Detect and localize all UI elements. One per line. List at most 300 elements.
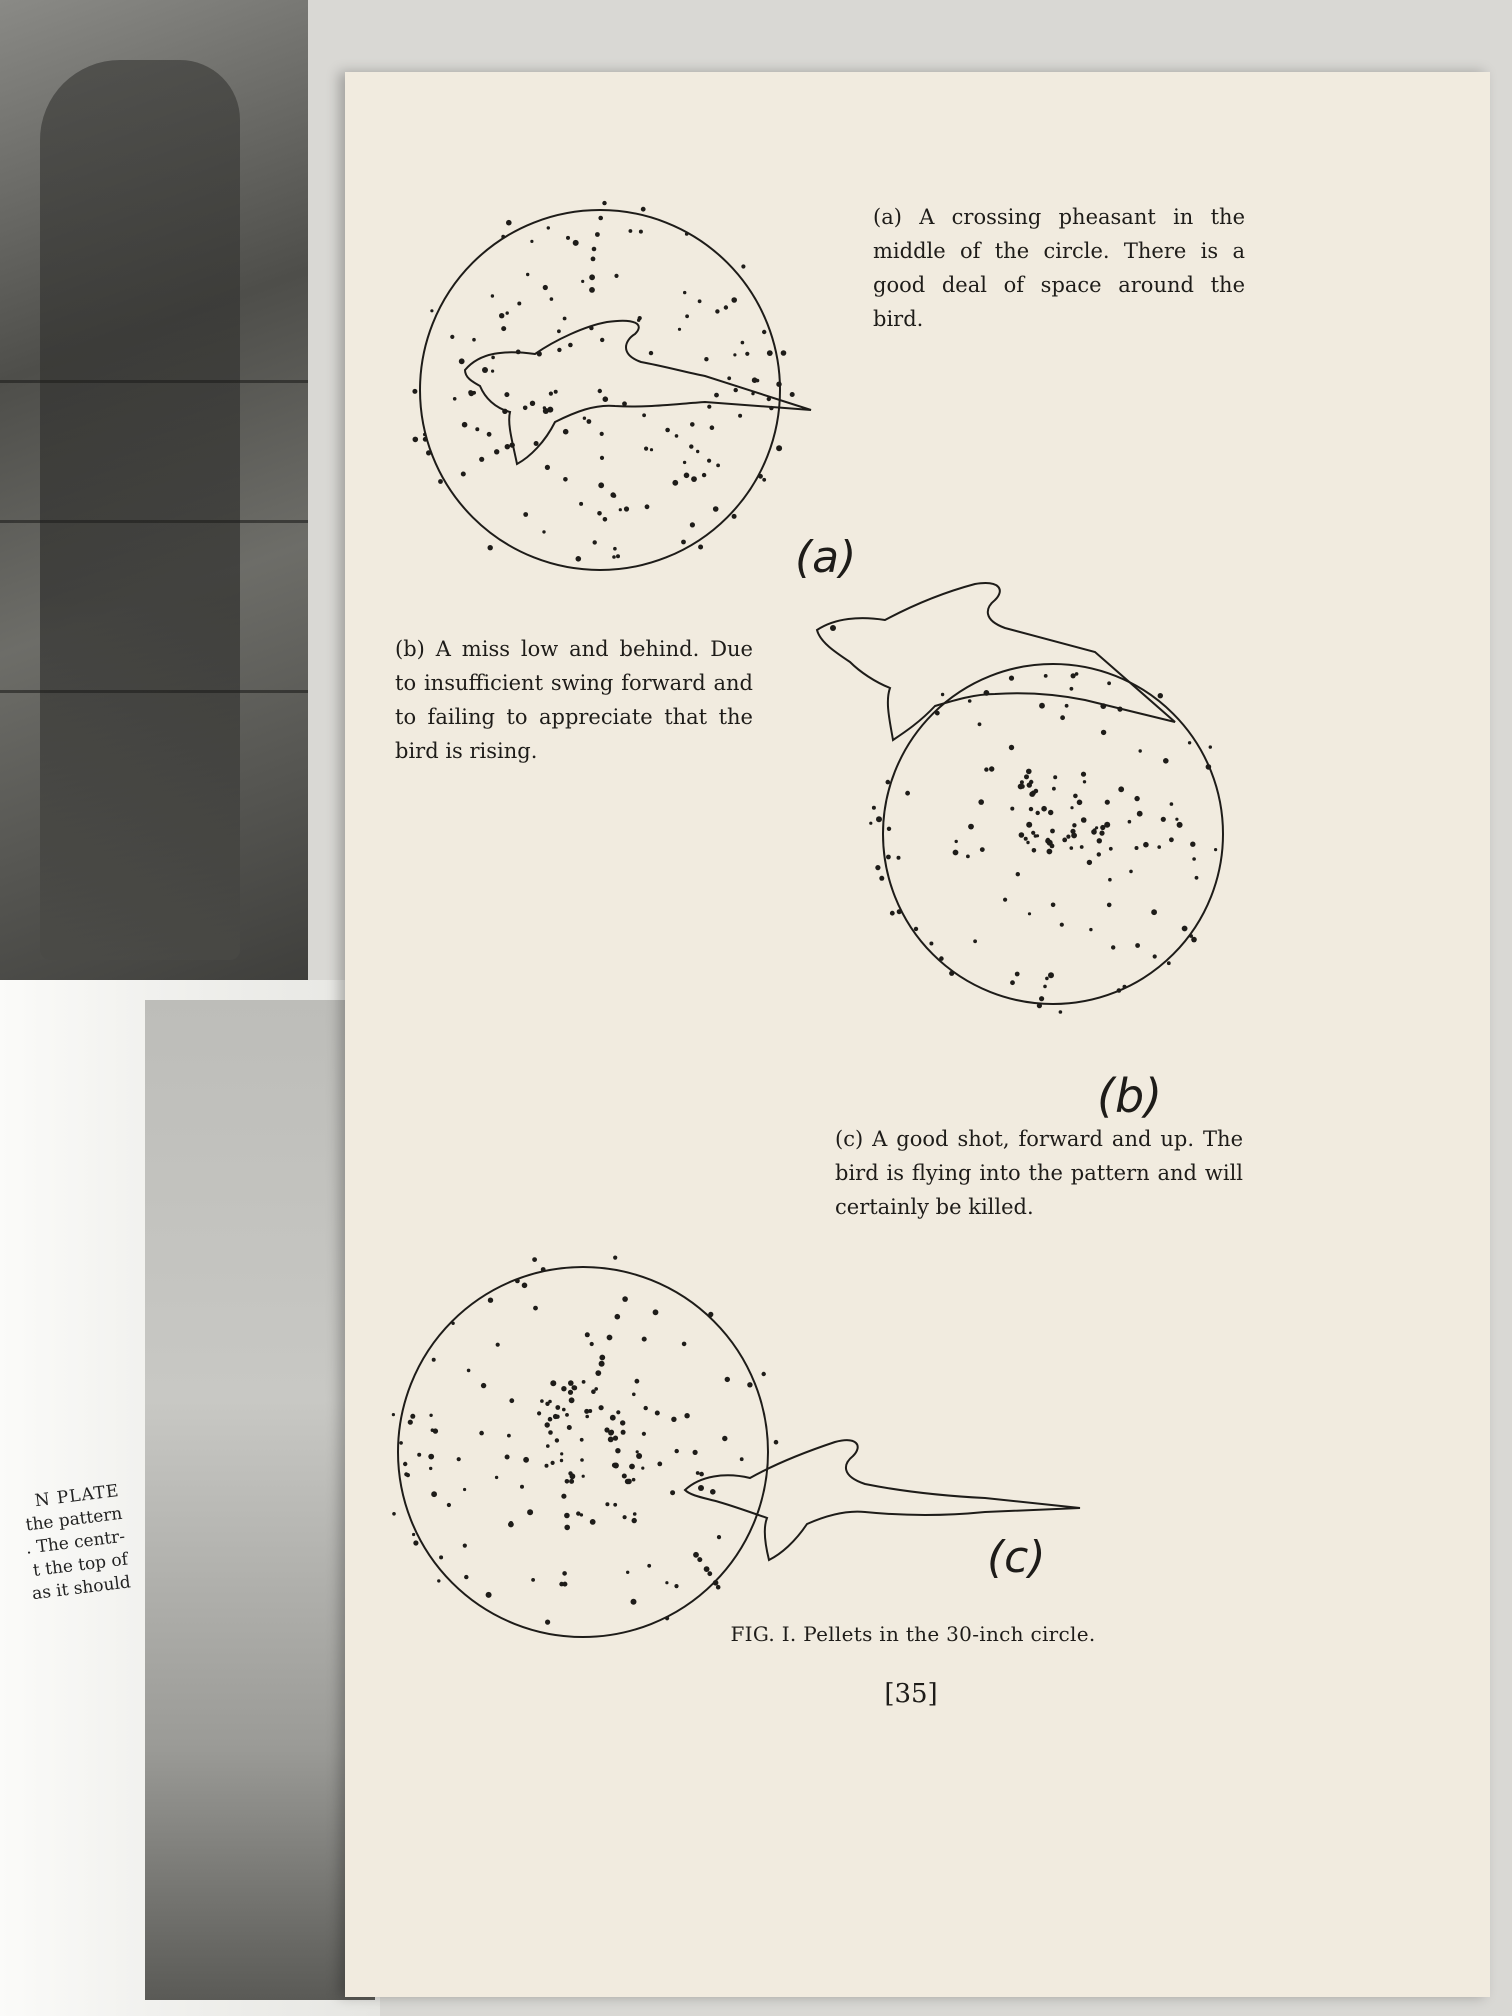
pellet-dot [632,1393,636,1397]
pellet-dot [509,1398,514,1403]
pellet-dot [600,432,604,436]
pellet-dot [624,506,629,511]
pellet-dot [597,511,602,516]
pellet-dot [537,1411,541,1415]
pellet-dot [530,240,533,243]
pellet-dot [621,1430,626,1435]
pellet-dot [1118,786,1124,792]
pellet-dot [691,476,697,482]
pellet-dot [607,1335,613,1341]
pellet-dot [550,297,554,301]
left-caption-line: N PLATE [33,1480,121,1512]
pellet-dot [1050,844,1055,849]
pellet-dot [710,1489,716,1495]
pellet-dot [599,1405,604,1410]
pellet-dot [496,1343,500,1347]
pellet-dot [542,530,545,533]
pellet-dot [560,1459,563,1462]
pellet-dot [593,540,597,544]
fence-wire [0,690,308,693]
pellet-dot [727,376,731,380]
pellet-dot [563,477,568,482]
pellet-dot [615,1314,621,1320]
pellet-dot [693,1450,698,1455]
pellet-dot [698,299,702,303]
pellet-dot [1015,972,1020,977]
pellet-dot [545,1464,549,1468]
pellet-dot [392,1413,395,1416]
diagram-c [392,1256,1080,1638]
pellet-dot [722,1436,727,1441]
pellet-dot [481,1383,486,1388]
pellet-dot [612,555,616,559]
pellet-dot [585,1415,589,1419]
pellet-dot [583,417,586,420]
pellet-dot [1151,909,1157,915]
pellet-dot [1043,985,1047,989]
pellet-dot [609,1430,614,1435]
pellet-dot [549,392,553,396]
pellet-dot [522,1283,528,1289]
pellet-dot [675,434,679,438]
pellet-dot [886,780,891,785]
pheasant-b-eye-icon [830,625,836,631]
pellet-dot [872,806,876,810]
pellet-dot [562,1571,567,1576]
pellet-dot [1169,837,1174,842]
pellet-dot [1137,811,1143,817]
pellet-dot [602,201,606,205]
pellet-dot [1167,961,1171,965]
pellet-dot [1003,898,1007,902]
pellet-dot [472,338,476,342]
pellet-dot [487,432,492,437]
pellet-dot [914,927,918,931]
pellet-dot [1026,769,1032,775]
pellet-dot [690,522,695,527]
pellet-dot [684,1413,689,1418]
pellet-dot [734,388,738,392]
pellet-dot [582,1475,585,1478]
pellet-dot [608,1437,614,1443]
pellet-dot [566,236,570,240]
pellet-dot [762,478,766,482]
pellet-dot [641,207,646,212]
pellet-dot [563,317,567,321]
diagram-a [412,201,856,583]
pellet-dot [1071,833,1077,839]
pellet-dot [1134,796,1139,801]
pellet-dot [1070,687,1074,691]
pellet-dot [1153,954,1157,958]
pellet-dot [488,1298,493,1303]
caption-b: (b) A miss low and behind. Due to insufficient swing forward and to failing to appreciate that the bird is rising. [395,637,753,763]
pellet-dot [1030,791,1036,797]
pellet-dot [626,1571,629,1574]
page-number: [35] [884,1679,938,1709]
pellet-dot [1209,745,1212,748]
pellet-dot [678,328,681,331]
pellet-dot [683,461,686,464]
pellet-dot [1041,806,1047,812]
pellet-dot [491,356,495,360]
pellet-dot [762,1372,766,1376]
pellet-dot [562,1408,566,1412]
pellet-dot [600,456,604,460]
pellet-dot [557,348,561,352]
pellet-dot [1108,878,1112,882]
pellet-dot [1157,845,1161,849]
pellet-dot [430,309,433,312]
pellet-dot [546,1444,550,1448]
pellet-dot [613,547,617,551]
pellet-dot [682,1342,687,1347]
pellet-dot [1031,831,1035,835]
pellet-dot [590,1519,596,1525]
pellet-dot [732,514,737,519]
pellet-dot [543,285,548,290]
pellet-dot [399,1441,403,1445]
pellet-dot [724,305,728,309]
pellet-dot [1135,846,1139,850]
pellet-dot [684,473,690,479]
pheasant-a-icon [465,321,811,464]
pellet-dot [523,512,528,517]
book-page [345,72,1490,1997]
pellet-dot [590,1342,594,1346]
pellet-dot [1117,988,1122,993]
pellet-dot [1044,674,1048,678]
pellet-dot [491,294,494,297]
pellet-dot [1109,847,1113,851]
shooter-figure [40,60,240,960]
pellet-dot [614,274,618,278]
pellet-dot [704,1566,710,1572]
pellet-dot [423,437,428,442]
pellet-dot [713,1580,719,1586]
pellet-dot [580,1438,584,1442]
pellet-dot [1158,693,1163,698]
pellet-dot [702,473,706,477]
pellet-dot [738,414,742,418]
pellet-dot [540,1399,544,1403]
pellet-dot [1059,1010,1063,1014]
pellet-dot [670,1490,675,1495]
pellet-dot [568,1390,573,1395]
pellet-dot [657,1462,662,1467]
pellet-dot [890,911,895,916]
pellet-dot [555,1438,559,1442]
pellet-dot [423,433,426,436]
pellet-dot [897,909,902,914]
pellet-dot [644,447,648,451]
pellet-dot [984,767,988,771]
diagram-label-c: (c) [987,1532,1046,1583]
pellet-dot [741,264,745,268]
pellet-dot [554,390,558,394]
pellet-dot [533,1306,538,1311]
pellet-dot [740,1457,744,1461]
pellet-dot [790,392,795,397]
pellet-dot [716,464,720,468]
pellet-dot [731,297,737,303]
pellet-dot [453,397,457,401]
pellet-dot [413,437,419,443]
pellet-dot [758,474,763,479]
pellet-dot [725,1377,730,1382]
pellet-dot [649,351,653,355]
pellet-dot [431,1491,437,1497]
pellet-dot [707,1571,712,1576]
pellet-dot [653,1309,659,1315]
left-page-lower-photo [145,1000,375,2000]
pellet-dot [517,302,521,306]
pellet-dot [598,389,602,393]
pellet-dot [1081,817,1087,823]
pellet-dot [1066,835,1070,839]
pellet-dot [989,766,994,771]
pellet-dot [568,343,573,348]
pellet-dot [1192,857,1196,861]
pellet-dot [1161,817,1166,822]
pellet-dot [1024,774,1029,779]
pellet-dot [565,1479,570,1484]
pellet-dot [665,1616,669,1620]
pellet-dot [698,545,703,550]
pellet-dot [413,1540,418,1545]
pellet-dot [457,1457,461,1461]
pellet-dot [563,429,569,435]
pellet-dot [426,450,431,455]
pellet-dot [463,1488,466,1491]
pellet-dot [632,1478,636,1482]
pellet-dot [589,287,595,293]
pellet-dot [1093,828,1096,831]
pellet-dot [412,1533,415,1536]
pellet-dot [941,693,944,696]
pellet-dot [565,1413,569,1417]
pellet-dot [1016,872,1020,876]
pellet-dot [613,1436,618,1441]
pellet-dot [412,389,417,394]
pellet-dot [527,1509,533,1515]
pellet-dot [681,540,686,545]
pellet-dot [1026,822,1032,828]
pellet-dot [671,1417,676,1422]
pellet-dot [1024,837,1028,841]
pellet-dot [592,247,597,252]
pellet-dot [1070,806,1073,809]
pellet-dot [580,1458,584,1462]
pellet-dot [978,722,982,726]
pellet-dot [589,274,595,280]
pellet-dot [569,1479,574,1484]
pellet-dot [710,425,715,430]
pellet-dot [1083,780,1086,783]
pattern-circle-b [883,664,1223,1004]
pellet-dot [560,1452,563,1455]
pellet-dot [564,1525,570,1531]
pellet-dot [642,413,646,417]
pellet-dot [508,1522,514,1528]
pellet-dot [576,1511,580,1515]
pellet-dot [716,1585,721,1590]
pellet-dot [968,824,974,830]
pellet-dot [1135,943,1140,948]
pellet-dot [1010,980,1015,985]
pellet-dot [616,554,620,558]
pellet-dot [781,350,787,356]
pellet-dot [495,1476,498,1479]
pellet-dot [897,856,901,860]
pellet-dot [569,1397,575,1403]
pellet-dot [598,482,604,488]
left-caption-line: the pattern [24,1503,124,1536]
pellet-dot [733,353,736,356]
pellet-dot [665,428,670,433]
pellet-dot [1170,802,1174,806]
pellet-dot [1053,775,1057,779]
pellet-dot [507,1434,511,1438]
pellet-dot [1039,996,1044,1001]
pellet-dot [532,1257,537,1262]
pellet-dot [1048,972,1054,978]
pellet-dot [450,335,454,339]
pellet-dot [501,326,506,331]
pellet-dot [879,876,884,881]
pellet-dot [642,1337,647,1342]
pellet-dot [685,232,689,236]
pellet-dot [551,1461,555,1465]
pellet-dot [501,235,505,239]
pellet-dot [568,1380,574,1386]
pellet-dot [505,1455,510,1460]
pellet-dot [431,1428,435,1432]
pellet-dot [598,216,603,221]
pellet-dot [605,1502,609,1506]
pellet-dot [717,1535,721,1539]
pellet-dot [699,1472,704,1477]
pellet-dot [557,329,561,333]
pellet-dot [1099,831,1104,836]
pellet-dot [978,799,984,805]
pellet-dot [1182,926,1188,932]
pellet-dot [620,1420,625,1425]
pellet-dot [1026,841,1029,844]
pellet-dot [595,1370,601,1376]
pellet-dot [690,422,695,427]
pellet-dot [714,393,719,398]
pellet-dot [1039,703,1045,709]
pellet-dot [1097,852,1101,856]
pellet-dot [631,1599,637,1605]
pellet-dot [949,971,954,976]
pellet-dot [486,1592,492,1598]
pellet-dot [585,1332,590,1337]
pellet-dot [1065,704,1069,708]
pellet-dot [599,1361,605,1367]
pellet-dot [1177,822,1183,828]
pellet-dot [464,1575,468,1579]
pellet-dot [462,422,468,428]
pellet-dot [1107,681,1111,685]
pellet-dot [756,379,760,383]
pellet-dot [595,232,600,237]
pellet-dot [1075,672,1079,676]
pellet-dot [616,1410,620,1414]
pellet-dot [410,1414,415,1419]
pellet-dot [1034,834,1038,838]
pellet-dot [437,1579,440,1582]
pellet-dot [467,1369,471,1373]
pellet-dot [545,465,550,470]
pellet-dot [523,1457,529,1463]
pellet-dot [623,1515,627,1519]
pellet-dot [587,419,592,424]
pellet-dot [1163,758,1169,764]
pellet-dot [506,220,512,226]
pellet-dot [869,822,872,825]
pellet-dot [1190,842,1195,847]
caption-a: (a) A crossing pheasant in the middle of the circle. There is a good deal of space around the bird. [873,205,1245,331]
pellet-dot [1101,730,1106,735]
pellet-dot [774,1440,779,1445]
pellet-dot [534,441,539,446]
left-caption-line: as it should [30,1572,132,1605]
pellet-dot [1089,928,1092,931]
pellet-dot [1062,838,1067,843]
pheasant-b-icon [817,583,1175,740]
fence-wire [0,520,308,523]
pellet-dot [432,1358,436,1362]
pellet-dot [745,352,749,356]
pellet-dot [515,1279,520,1284]
pellet-dot [1107,903,1112,908]
pellet-dot [1037,1003,1042,1008]
pellet-dot [973,939,977,943]
pellet-dot [1081,772,1086,777]
fence-wire [0,380,308,383]
pellet-dot [1009,745,1014,750]
pheasant-a-eye-icon [482,367,488,373]
pellet-dot [555,1415,559,1419]
pellet-dot [531,1578,535,1582]
pellet-dot [1051,903,1056,908]
pellet-dot [886,855,891,860]
pellet-dot [576,556,582,562]
pellet-dot [693,1552,699,1558]
pellet-dot [708,1312,713,1317]
pellet-dot [1045,977,1049,981]
pellet-dot [1129,870,1133,874]
pellet-dot [468,390,473,395]
pellet-dot [438,479,443,484]
pellet-dot [696,1471,700,1475]
pellet-dot [392,1512,396,1516]
pellet-dot [428,1454,434,1460]
pellet-dot [479,457,484,462]
pellet-dot [547,226,550,229]
pellet-dot [568,1471,572,1475]
pellet-dot [475,427,479,431]
pellet-dot [545,1402,549,1406]
pellet-dot [591,1389,596,1394]
pellet-dot [403,1462,407,1466]
pellet-dot [968,699,972,703]
pellet-dot [550,1380,556,1386]
pellet-dot [1188,741,1191,744]
pellet-dot [776,445,782,451]
